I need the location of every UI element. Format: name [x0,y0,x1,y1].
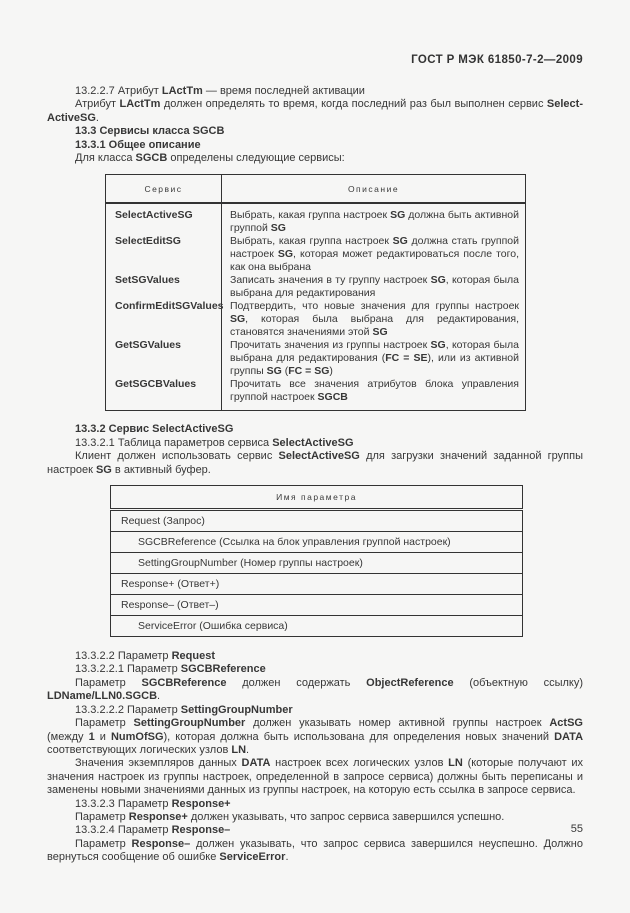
section-13-2-2-7 [47,85,583,165]
table-row [111,574,523,595]
table-row [106,235,526,274]
service-name-cell: GetSGValues [106,339,222,378]
service-name-cell: GetSGCBValues [106,378,222,411]
paragraph: 13.3.2.2 Параметр Request [75,650,216,663]
paragraph: 13.3.2.2.2 Параметр SettingGroupNumber [75,703,293,716]
paragraph: Клиент должен использовать сервис SelectActiveSG для загрузки значений заданной группы настроек SG в активный буфер. [47,450,583,476]
paragraph: 13.3.1 Общее описание [75,138,201,151]
table-row [111,595,523,616]
parameters-table [110,485,523,637]
parameters-table-body [111,510,523,637]
page-number: 55 [570,823,583,835]
parameter-cell: Response+ (Ответ+) [111,574,523,595]
paragraph: Параметр Response+ должен указывать, что запрос сервиса завершился успешно. [75,810,505,823]
table-row [106,378,526,411]
service-description-cell: Прочитать все значения атрибутов блока управления группой настроек SGCB [230,378,519,404]
service-description-cell: Выбрать, какая группа настроек SG должна стать группой настроек SG, которая может редактироваться после того, как она выбрана [230,235,520,274]
document-header [47,54,583,67]
parameter-cell: Request (Запрос) [121,515,205,528]
paragraph: 13.3 Сервисы класса SGCB [75,125,225,138]
paragraph: 13.3.2.1 Таблица параметров сервиса SelectActiveSG [75,436,354,449]
parameters-table-col-name: Имя параметра [111,486,523,510]
table-row [106,300,526,339]
paragraph: Значения экземпляров данных DATA настроек всех логических узлов LN (которые получают их значения настроек из группы настроек, определенной в запросе сервиса) должны быть переписаны и заменены новыми значениями данных из группы настроек, на которую есть ссылка в запросе сервиса. [47,757,584,797]
service-description-cell: Подтвердить, что новые значения для группы настроек SG, которая была выбрана для редактирования, становятся значениями этой SG [230,300,519,339]
paragraph: 13.2.2.7 Атрибут LActTm — время последней активации [75,85,365,97]
service-description-cell: Прочитать значения из группы настроек SG, которая была выбрана для редактирования (FC = SE), или из активной группы SG (FC = SG) [230,339,519,378]
service-description-cell: Записать значения в ту группу настроек SG, которая была выбрана для редактирования [230,274,519,300]
service-description-cell: Выбрать, какая группа настроек SG должна быть активной группой SG [230,209,519,235]
service-name-cell: SetSGValues [106,274,222,300]
service-name-cell: ConfirmEditSGValues [106,300,222,339]
services-table-body [106,203,526,411]
table-row [111,510,523,532]
paragraph: Атрибут LActTm должен определять то время, когда последний раз был выполнен сервис Select-ActiveSG. [47,98,583,124]
paragraph: 13.3.2 Сервис SelectActiveSG [75,423,234,436]
parameters-table-head [111,486,523,510]
service-name-cell: SelectActiveSG [106,203,222,235]
parameter-cell: ServiceError (Ошибка сервиса) [111,616,523,637]
parameter-cell: SGCBReference (Ссылка на блок управления группой настроек) [111,532,523,553]
section-13-3-2 [47,423,583,477]
table-row [111,532,523,553]
parameter-cell: Response– (Ответ–) [111,595,523,616]
parameter-cell: SettingGroupNumber (Номер группы настроек) [111,553,523,574]
paragraph: 13.3.2.2.1 Параметр SGCBReference [75,663,266,676]
paragraph: Параметр SGCBReference должен содержать ObjectReference (объектную ссылку) LDName/LLN0.SGCB. [47,676,584,703]
services-table [105,174,526,411]
services-table-head [106,175,526,204]
service-name-cell: SelectEditSG [106,235,222,274]
services-table-col-service: Сервис [106,175,222,204]
paragraph: Для класса SGCB определены следующие сервисы: [75,152,345,165]
standard-number: ГОСТ Р МЭК 61850-7-2—2009 [411,54,583,66]
table-row [106,203,526,235]
services-table-col-description: Описание [222,175,526,204]
paragraph: Параметр Response– должен указывать, что запрос сервиса завершился неуспешно. Должно вернуться сообщение об ошибке ServiceError. [47,837,584,864]
section-13-3-2-2 [47,650,583,865]
paragraph: 13.3.2.4 Параметр Response– [75,824,231,837]
table-row [106,274,526,300]
paragraph: Параметр SettingGroupNumber должен указывать номер активной группы настроек ActSG (между 1 и NumOfSG), которая должна быть использована для определения новых значений DATA соответствующих логических узлов LN. [47,717,584,756]
table-row [111,553,523,574]
table-row [111,616,523,637]
paragraph: 13.3.2.3 Параметр Response+ [75,797,231,810]
table-row [106,339,526,378]
